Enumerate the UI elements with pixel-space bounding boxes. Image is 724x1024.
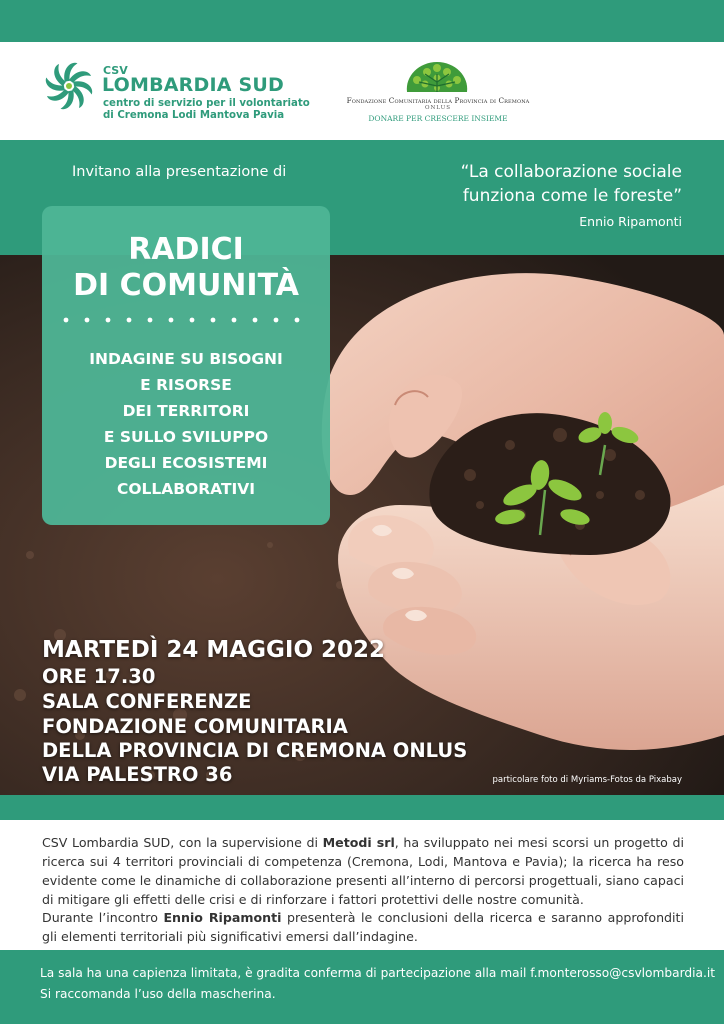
desc-p1-bold: Metodi srl	[322, 835, 395, 850]
event-address: VIA PALESTRO 36	[42, 763, 233, 786]
title-line-1: RADICI	[128, 232, 244, 267]
swirl-leaf-logo-icon	[40, 57, 98, 115]
csv-brand-name: LOMBARDIA SUD	[102, 74, 284, 96]
footer-line-2: Si raccomanda l’uso della mascherina.	[40, 987, 276, 1001]
description-paragraph-2	[42, 908, 684, 946]
invite-text: Invitano alla presentazione di	[72, 164, 287, 180]
subtitle-line-6: COLLABORATIVI	[116, 480, 256, 498]
csv-label: CSV	[103, 64, 128, 77]
event-date: MARTEDÌ 24 MAGGIO 2022	[42, 637, 386, 663]
footer-line-1: La sala ha una capienza limitata, è gradita conferma di partecipazione alla mail f.monterosso@csvlombardia.it	[40, 966, 716, 980]
desc-p2-start: Durante l’incontro	[42, 910, 164, 925]
quote-line-2: funziona come le foreste”	[462, 186, 682, 206]
csv-tagline-2: di Cremona Lodi Mantova Pavia	[103, 110, 285, 121]
dotted-divider	[56, 314, 316, 326]
quote-line-1: “La collaborazione sociale	[460, 162, 682, 182]
subtitle-line-1: INDAGINE SU BISOGNI	[89, 350, 283, 368]
fondazione-onlus: ONLUS	[424, 105, 452, 111]
desc-p2-end: presenterà le conclusioni della ricerca e saranno approfonditi gli elementi territoriali più significativi emersi dall’indagine.	[42, 910, 684, 944]
mid-band	[0, 795, 724, 820]
subtitle-line-2: E RISORSE	[140, 376, 232, 394]
fondazione-slogan: DONARE PER CRESCERE INSIEME	[368, 114, 508, 123]
event-time: ORE 17.30	[42, 665, 156, 688]
title-line-2: DI COMUNITÀ	[73, 268, 299, 303]
photo-credit: particolare foto di Myriams-Fotos da Pixabay	[492, 775, 682, 785]
event-org-line-1: FONDAZIONE COMUNITARIA	[42, 715, 348, 738]
desc-p2-bold: Ennio Ripamonti	[163, 910, 282, 925]
quote-author: Ennio Ripamonti	[579, 214, 682, 229]
csv-tagline-1: centro di servizio per il volontariato	[103, 98, 310, 109]
desc-p1-start: CSV Lombardia SUD, con la supervisione di	[42, 835, 323, 850]
tree-logo-icon	[403, 58, 471, 94]
subtitle-line-5: DEGLI ECOSISTEMI	[104, 454, 268, 472]
title-card	[42, 206, 330, 525]
top-band	[0, 0, 724, 42]
event-org-line-2: DELLA PROVINCIA DI CREMONA ONLUS	[42, 739, 468, 762]
fondazione-name: Fondazione Comunitaria della Provincia di Cremona	[346, 96, 530, 105]
subtitle-line-4: E SULLO SVILUPPO	[103, 428, 269, 446]
desc-p1-end: , ha sviluppato nei mesi scorsi un progetto di ricerca sui 4 territori provinciali di competenza (Cremona, Lodi, Mantova e Pavia); la ricerca ha reso evidente come le dinamiche di collaborazione presenti all’interno di percorsi progettuali, siano capaci di mitigare gli effetti delle crisi e di rinforzare i fattori protettivi delle nostre comunità.	[42, 835, 684, 907]
description-paragraph-1	[42, 833, 684, 909]
subtitle-line-3: DEI TERRITORI	[122, 402, 250, 420]
event-hall: SALA CONFERENZE	[42, 690, 252, 713]
